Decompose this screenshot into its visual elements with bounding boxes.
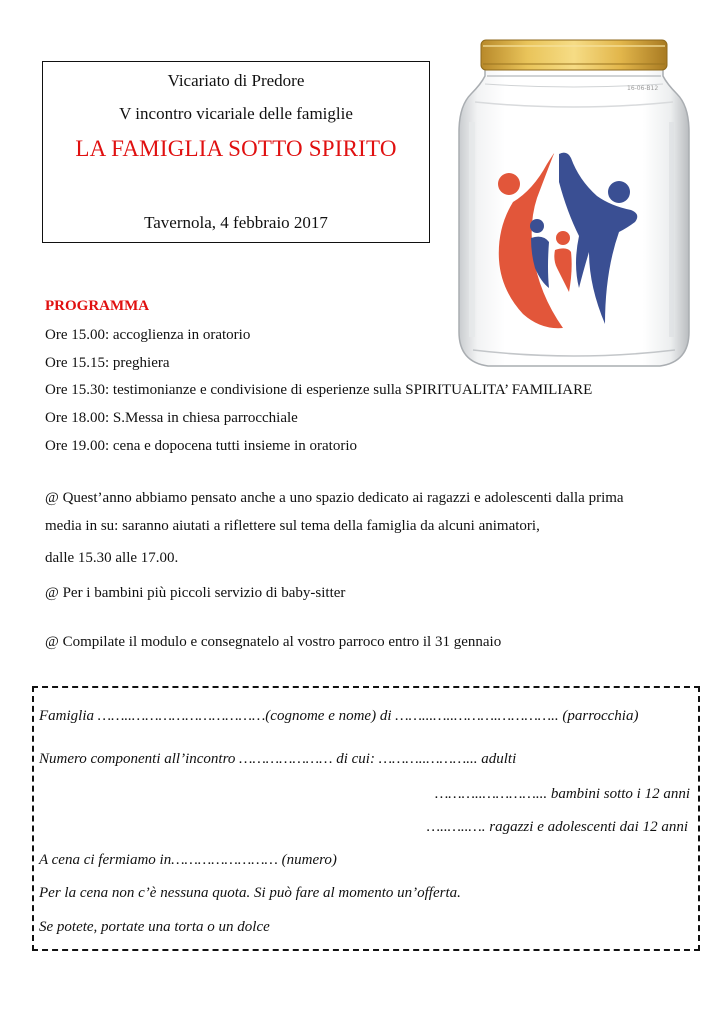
- family-field[interactable]: Famiglia ……..…………………………(cognome e nome) di ……...…..……….………….. (parrocchia): [39, 708, 639, 724]
- event-date: Tavernola, 4 febbraio 2017: [144, 213, 328, 232]
- registration-form: [32, 686, 700, 951]
- event-subtitle: V incontro vicariale delle famiglie: [119, 104, 353, 123]
- program-item: Ore 19.00: cena e dopocena tutti insieme in oratorio: [45, 438, 357, 454]
- program-item: Ore 18.00: S.Messa in chiesa parrocchiale: [45, 410, 298, 426]
- vicariate-name: Vicariato di Predore: [167, 71, 305, 90]
- dinner-field[interactable]: A cena ci fermiamo in…………………… (numero): [39, 852, 337, 868]
- members-field[interactable]: Numero componenti all’incontro ………………… di cui: ………..………... adulti: [39, 751, 517, 767]
- program-item: Ore 15.00: accoglienza in oratorio: [45, 327, 251, 343]
- deadline-note: @ Compilate il modulo e consegnatelo al vostro parroco entro il 31 gennaio: [45, 634, 502, 650]
- babysitter-note: @ Per i bambini più piccoli servizio di baby-sitter: [45, 585, 346, 601]
- program-heading: PROGRAMMA: [45, 298, 150, 314]
- glass-jar-family-logo-icon: [455, 32, 693, 374]
- cake-note: Se potete, portate una torta o un dolce: [39, 919, 270, 935]
- dinner-fee-note: Per la cena non c’è nessuna quota. Si può fare al momento un’offerta.: [39, 885, 461, 901]
- svg-text:16-06-B12: 16-06-B12: [627, 85, 659, 92]
- teens-field[interactable]: …..…..…. ragazzi e adolescenti dai 12 anni: [426, 819, 688, 835]
- teens-note-line: media in su: saranno aiutati a riflettere sul tema della famiglia da alcuni animatori,: [45, 518, 540, 534]
- event-title: LA FAMIGLIA SOTTO SPIRITO: [75, 136, 397, 161]
- header-box: [42, 61, 430, 243]
- teens-note-line: @ Quest’anno abbiamo pensato anche a uno spazio dedicato ai ragazzi e adolescenti dalla prima: [45, 490, 624, 506]
- teens-note-line: dalle 15.30 alle 17.00.: [45, 550, 179, 566]
- program-item: Ore 15.15: preghiera: [45, 355, 170, 371]
- children-field[interactable]: ………..…………... bambini sotto i 12 anni: [434, 786, 690, 802]
- program-item: Ore 15.30: testimonianze e condivisione di esperienze sulla SPIRITUALITA’ FAMILIARE: [45, 382, 593, 398]
